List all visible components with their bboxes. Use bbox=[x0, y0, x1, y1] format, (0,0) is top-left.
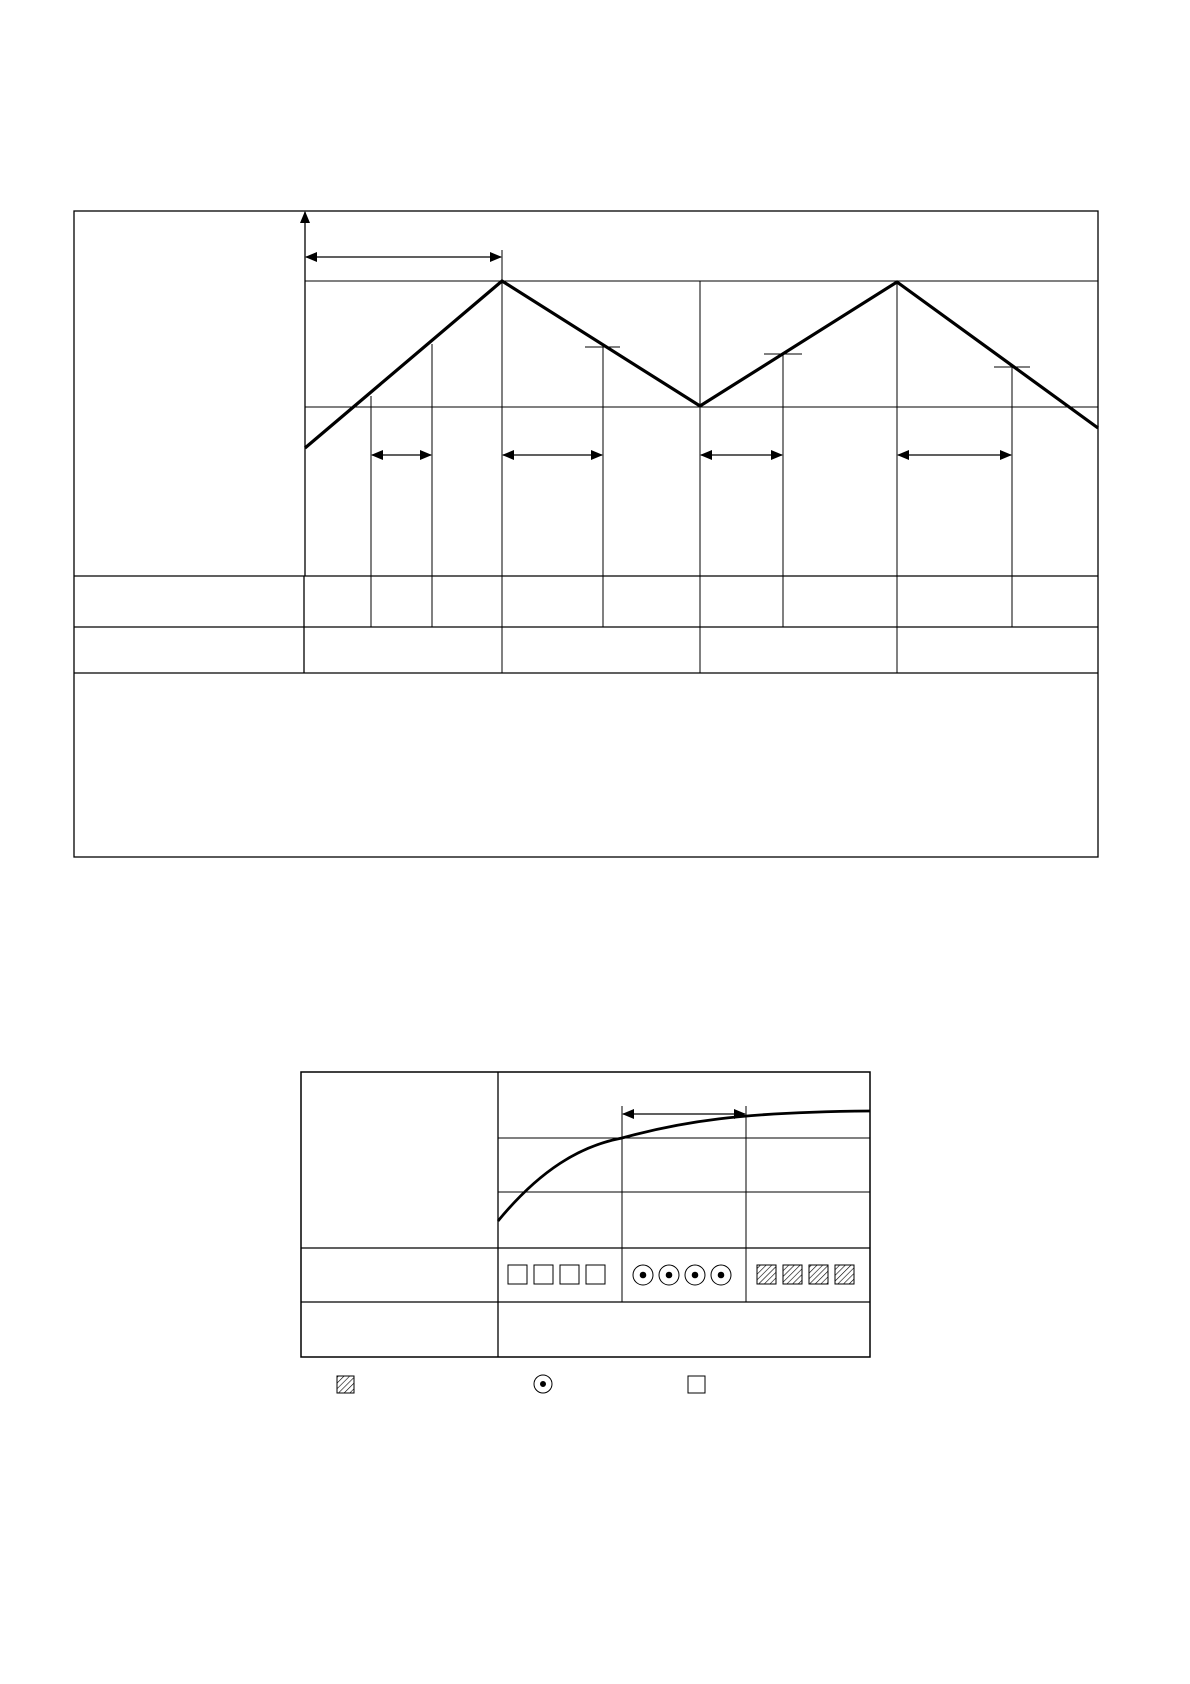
hatched-square-icon bbox=[809, 1265, 828, 1284]
figure-1 bbox=[74, 211, 1098, 857]
empty-square-icon bbox=[560, 1265, 579, 1284]
hatched-square-icon bbox=[757, 1265, 776, 1284]
legend bbox=[337, 1375, 705, 1393]
hatched-square-icon bbox=[783, 1265, 802, 1284]
empty-square-group bbox=[508, 1265, 605, 1284]
empty-square-icon bbox=[508, 1265, 527, 1284]
dotted-circle-group bbox=[633, 1265, 731, 1285]
hatched-square-icon bbox=[835, 1265, 854, 1284]
dot bbox=[666, 1272, 672, 1278]
legend-empty-square-icon bbox=[688, 1376, 705, 1393]
dot bbox=[640, 1272, 646, 1278]
empty-square-icon bbox=[586, 1265, 605, 1284]
dot bbox=[692, 1272, 698, 1278]
dot bbox=[718, 1272, 724, 1278]
empty-square-icon bbox=[534, 1265, 553, 1284]
legend-dot bbox=[541, 1382, 546, 1387]
figure-1-frame bbox=[74, 211, 1098, 857]
figure-2 bbox=[301, 1072, 870, 1393]
hatched-square-group bbox=[757, 1265, 854, 1284]
triangle-waveform bbox=[305, 281, 1098, 448]
legend-hatched-square-icon bbox=[337, 1376, 354, 1393]
saturation-curve bbox=[498, 1111, 870, 1221]
